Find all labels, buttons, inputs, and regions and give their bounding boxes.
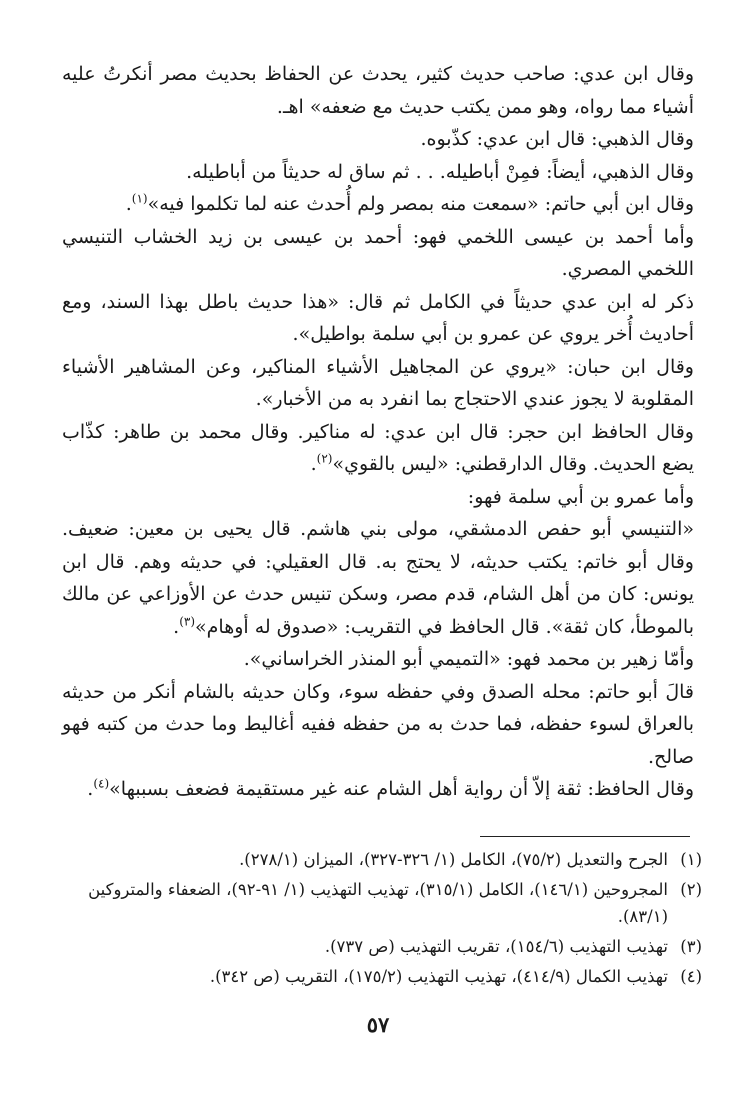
paragraph-dhahabi-1 — [62, 123, 694, 156]
page-number: ٥٧ — [366, 1012, 390, 1037]
footnote-text: تهذيب الكمال (٤١٤/٩)، تهذيب التهذيب (١٧٥/٢)، التقريب (ص ٣٤٢). — [209, 967, 668, 986]
paragraph-text: قالَ أبو حاتم: محله الصدق وفي حفظه سوء، وكان حديثه بالشام أنكر من حديثه بالعراق لسوء حفظه، فما حدث به من حفظه ففيه أغاليط وما حدث من كتبه فهو صالح. — [62, 680, 694, 768]
footnote-separator — [480, 836, 690, 837]
footnote-text: المجروحين (١٤٦/١)، الكامل (٣١٥/١)، تهذيب التهذيب (١/ ٩١-٩٢)، الضعفاء والمتروكين (٨٣/١). — [88, 880, 668, 926]
paragraph-dhahabi-2 — [62, 156, 694, 189]
footnote-number: (٣) — [680, 937, 702, 956]
footnote-3 — [62, 933, 702, 960]
paragraph-tail: . — [173, 615, 180, 638]
paragraph-kamil — [62, 286, 694, 351]
paragraph-amr-biography — [62, 513, 694, 643]
paragraph-ibn-hajar — [62, 416, 694, 481]
paragraph-ibn-adi — [62, 58, 694, 123]
footnote-ref-1[interactable]: (١) — [131, 191, 148, 206]
footnote-2 — [62, 876, 702, 930]
paragraph-text: وأما أحمد بن عيسى اللخمي فهو: أحمد بن عيسى بن زيد الخشاب التنيسي اللخمي المصري. — [62, 225, 694, 280]
paragraph-amr-heading — [62, 481, 694, 514]
paragraph-text: وقال الذهبي: قال ابن عدي: كذّبوه. — [420, 128, 694, 150]
paragraph-text: وأما عمرو بن أبي سلمة فهو: — [467, 485, 694, 508]
paragraph-text: «التنيسي أبو حفص الدمشقي، مولى بني هاشم. قال يحيى بن معين: ضعيف. وقال أبو خاتم: يكتب حديثه، لا يحتج به. قال العقيلي: في حديثه وهم. قال ابن يونس: كان من أهل الشام، قدم مصر، وسكن تنيس حدث عن الأوزاعي عن مالك بالموطأ، كان ثقة». قال الحافظ في التقريب: «صدوق له أوهام» — [62, 518, 694, 638]
paragraph-text: وقال الحافظ ابن حجر: قال ابن عدي: له مناكير. وقال محمد بن طاهر: كذّاب يضع الحديث. وقال الدارقطني: «ليس بالقوي» — [62, 420, 694, 475]
paragraph-tail: . — [125, 193, 132, 215]
paragraph-text: وقال ابن أبي حاتم: «سمعت منه بمصر ولم أُحدث عنه لما تكلموا فيه» — [147, 193, 694, 215]
paragraph-text: وقال الذهبي، أيضاً: فمِنْ أباطيله. . . ثم ساق له حديثاً من أباطيله. — [186, 160, 694, 183]
footnotes — [62, 846, 702, 993]
footnote-number: (٤) — [680, 967, 702, 986]
footnote-text: الجرح والتعديل (٧٥/٢)، الكامل (١/ ٣٢٦-٣٢٧)، الميزان (٢٧٨/١). — [239, 850, 668, 869]
footnote-ref-4[interactable]: (٤) — [93, 776, 110, 791]
footnote-number: (١) — [680, 850, 702, 869]
paragraph-text: وقال ابن عدي: صاحب حديث كثير، يحدث عن الحفاظ بحديث مصر أنكرتُ عليه أشياء مما رواه، وهو ممن يكتب حديث مع ضعفه» اهـ. — [62, 63, 694, 118]
paragraph-abu-hatim — [62, 676, 694, 774]
footnote-text: تهذيب التهذيب (١٥٤/٦)، تقريب التهذيب (ص ٧٣٧). — [324, 937, 668, 956]
paragraph-text: ذكر له ابن عدي حديثاً في الكامل ثم قال: «هذا حديث باطل بهذا السند، ومع أحاديث أُخر يروي عن عمرو بن أبي سلمة بواطيل». — [62, 290, 694, 345]
paragraph-text: وأمّا زهير بن محمد فهو: «التميمي أبو المنذر الخراساني». — [243, 648, 694, 670]
paragraph-ahmad-ibn-isa — [62, 221, 694, 286]
footnote-4 — [62, 963, 702, 990]
paragraph-hafiz — [62, 773, 694, 806]
footnote-ref-3[interactable]: (٣) — [179, 614, 196, 629]
paragraph-tail: . — [310, 453, 317, 475]
paragraph-ibn-hibban — [62, 351, 694, 416]
paragraph-tail: . — [87, 778, 94, 800]
paragraph-ibn-abi-hatim — [62, 188, 694, 221]
footnote-ref-2[interactable]: (٢) — [316, 451, 333, 466]
footnote-number: (٢) — [680, 880, 702, 899]
page-body — [62, 58, 694, 806]
paragraph-text: وقال الحافظ: ثقة إلاّ أن رواية أهل الشام عنه غير مستقيمة فضعف بسببها» — [109, 778, 694, 800]
paragraph-zuhair-heading — [62, 643, 694, 676]
paragraph-text: وقال ابن حبان: «يروي عن المجاهيل الأشياء المناكير، وعن المشاهير الأشياء المقلوبة لا يجوز عندي الاحتجاج بما انفرد به من الأخبار». — [62, 355, 694, 410]
footnote-1 — [62, 846, 702, 873]
